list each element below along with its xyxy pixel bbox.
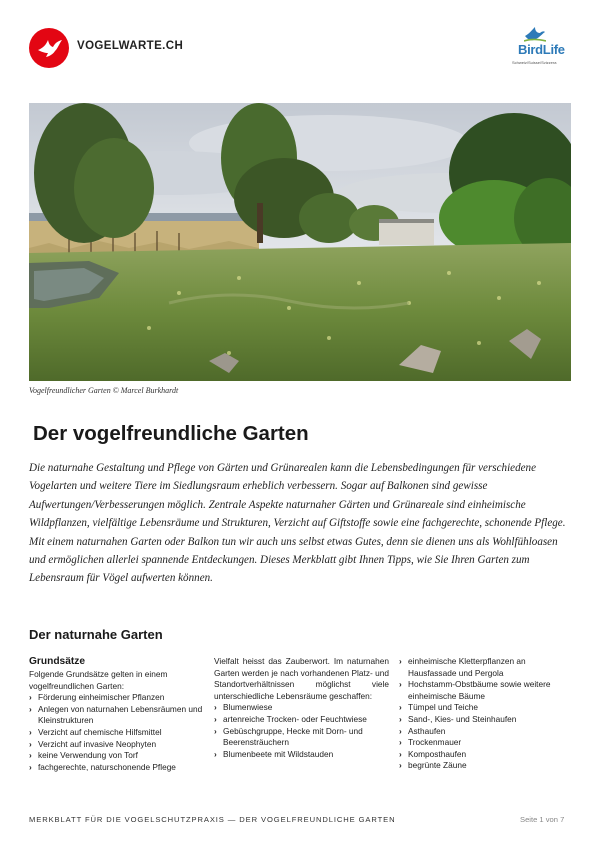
- habitats-list-continued: [399, 656, 575, 772]
- vogelwarte-logo: [29, 28, 69, 68]
- page-header: [0, 0, 600, 80]
- list-item: › Sand-, Kies- und Steinhaufen: [399, 714, 575, 726]
- column-diversity: [214, 656, 389, 760]
- list-item: › Trockenmauer: [399, 737, 575, 749]
- list-item: › artenreiche Trocken- oder Feuchtwiese: [214, 714, 389, 726]
- intro-paragraph: Die naturnahe Gestaltung und Pflege von Gärten und Grünarealen kann die Lebensbedingungen für verschiedene Vogelarten und weitere Tiere im Siedlungsraum erheblich verbessern. Sogar auf Balkonen sind gewisse Aufwertungen/Verbesserungen möglich. Zentrale Aspekte naturnaher Gärten und Grünareale sind einheimische Wildpflanzen, vielfältige Lebensräume und Strukturen, Verzicht auf Giftstoffe sowie eine fachgerechte, schonende Pflege. Mit einem naturnahen Garten oder Balkon tun wir auch uns selbst etwas Gutes, denn sie dienen uns als Wohlfühloasen und ermöglichen allerlei spannende Entdeckungen. Dieses Merkblatt gibt Ihnen Tipps, wie Sie Ihren Garten zum Lebensraum für Vögel aufwerten können.: [29, 462, 566, 585]
- birdlife-name: BirdLife: [518, 42, 565, 57]
- list-item: › Gebüschgruppe, Hecke mit Dorn- und Beerensträuchern: [214, 726, 389, 749]
- birdlife-logo: [512, 26, 574, 70]
- photo-caption: Vogelfreundlicher Garten © Marcel Burkhardt: [29, 386, 179, 395]
- habitats-list: [214, 702, 389, 760]
- list-item: › Verzicht auf chemische Hilfsmittel: [29, 727, 209, 739]
- organization-name: VOGELWARTE.CH: [77, 40, 184, 52]
- page-title: Der vogelfreundliche Garten: [33, 422, 309, 445]
- list-item: › Hochstamm-Obstbäume sowie weitere einheimische Bäume: [399, 679, 575, 702]
- list-item: › Tümpel und Teiche: [399, 702, 575, 714]
- diversity-intro: Vielfalt heisst das Zauberwort. Im naturnahen Garten werden je nach vorhandenen Platz- und Standortverhältnissen möglichst viele unterschiedliche Lebensräume geschaffen:: [214, 656, 389, 701]
- birdlife-subline: Schweiz/Suisse/Svizzera: [512, 60, 557, 65]
- list-item: › fachgerechte, naturschonende Pflege: [29, 762, 209, 774]
- list-item: › keine Verwendung von Torf: [29, 750, 209, 762]
- list-item: › Asthaufen: [399, 726, 575, 738]
- column-habitats-continued: [399, 656, 575, 772]
- bird-icon: [29, 28, 69, 68]
- footer-document-title: MERKBLATT FÜR DIE VOGELSCHUTZPRAXIS — DER VOGELFREUNDLICHE GARTEN: [29, 815, 396, 824]
- section-title: Der naturnahe Garten: [29, 627, 163, 642]
- list-item: › Anlegen von naturnahen Lebensräumen und Kleinstrukturen: [29, 704, 209, 727]
- principles-list: [29, 692, 209, 773]
- column-principles: [29, 656, 209, 773]
- subsection-title: Grundsätze: [29, 656, 86, 667]
- garden-photo: [29, 103, 571, 381]
- list-item: › einheimische Kletterpflanzen an Hausfassade und Pergola: [399, 656, 575, 679]
- principles-intro: Folgende Grundsätze gelten in einem vogelfreundlichen Garten:: [29, 669, 168, 691]
- list-item: › begrünte Zäune: [399, 760, 575, 772]
- list-item: › Komposthaufen: [399, 749, 575, 761]
- list-item: › Blumenbeete mit Wildstauden: [214, 749, 389, 761]
- list-item: › Förderung einheimischer Pflanzen: [29, 692, 209, 704]
- list-item: › Blumenwiese: [214, 702, 389, 714]
- page-number: Seite 1 von 7: [520, 815, 565, 824]
- list-item: › Verzicht auf invasive Neophyten: [29, 739, 209, 751]
